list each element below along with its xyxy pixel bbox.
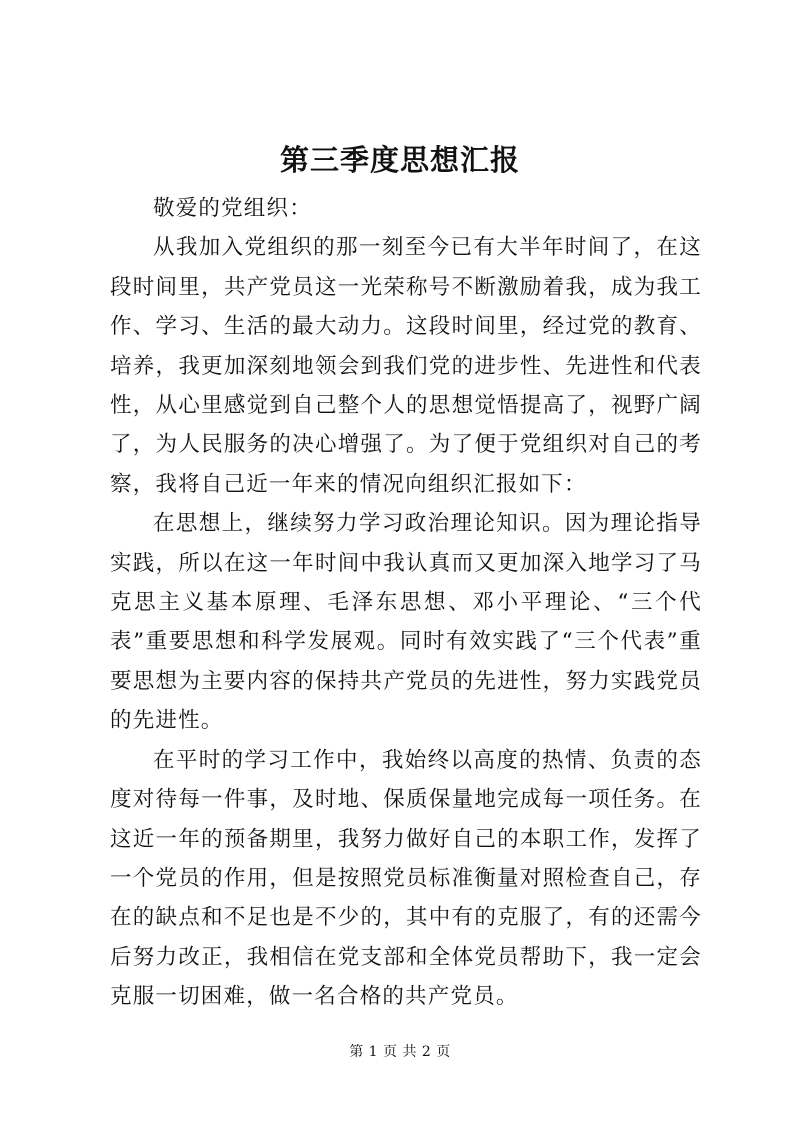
document-title: 第三季度思想汇报: [279, 143, 520, 177]
salutation: 敬爱的党组织：: [153, 196, 312, 221]
paragraph-work: 在平时的学习工作中，我始终以高度的热情、负责的态度对待每一件事，及时地、保质保量地完成每一项任务。在这近一年的预备期里，我努力做好自己的本职工作，发挥了一个党员的作用，但是按照党员标准衡量对照检查自己，存在的缺点和不足也是不少的，其中有的克服了，有的还需今后努力改正，我相信在党支部和全体党员帮助下，我一定会克服一切困难，做一名合格的共产党员。: [110, 747, 702, 1010]
paragraph-thought: 在思想上，继续努力学习政治理论知识。因为理论指导实践，所以在这一年时间中我认真而又更加深入地学习了马克思主义基本原理、毛泽东思想、邓小平理论、“三个代表”重要思想和科学发展观。同时有效实践了“三个代表”重要思想为主要内容的保持共产党员的先进性，努力实践党员的先进性。: [110, 511, 702, 734]
document-body: [110, 189, 702, 1017]
page-number-footer: 第 1 页 共 2 页: [349, 1044, 451, 1060]
paragraph-intro: 从我加入党组织的那一刻至今已有大半年时间了，在这段时间里，共产党员这一光荣称号不断激励着我，成为我工作、学习、生活的最大动力。这段时间里，经过党的教育、培养，我更加深刻地领会到我们党的进步性、先进性和代表性，从心里感觉到自己整个人的思想觉悟提高了，视野广阔了，为人民服务的决心增强了。为了便于党组织对自己的考察，我将自己近一年来的情况向组织汇报如下：: [110, 235, 702, 497]
